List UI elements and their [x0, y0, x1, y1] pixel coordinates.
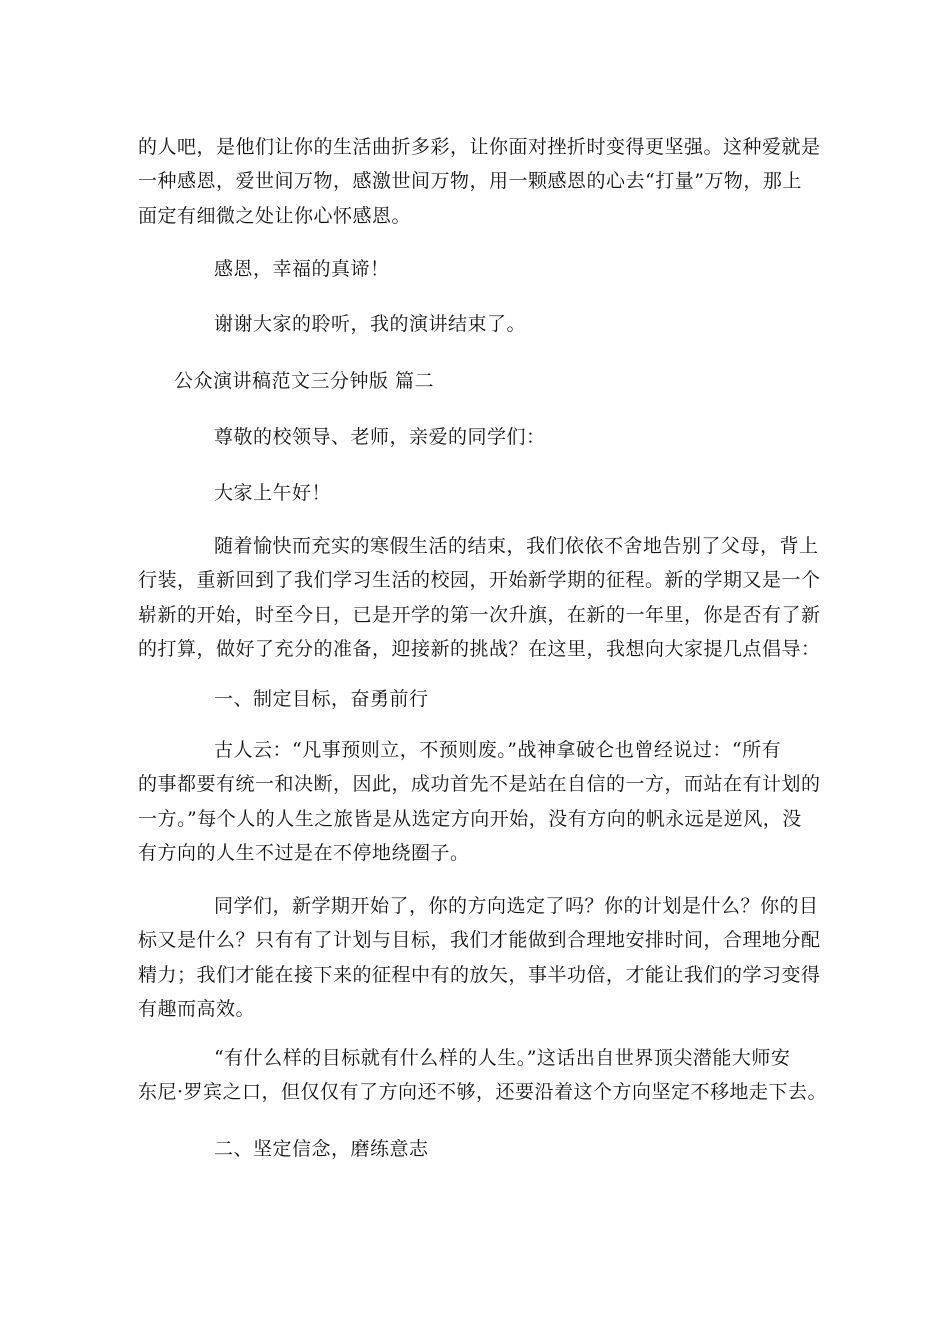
text-line: 东尼·罗宾之口，但仅仅有了方向还不够，还要沿着这个方向坚定不移地走下去。 — [138, 1081, 828, 1104]
text-line: 一方。”每个人的人生之旅皆是从选定方向开始，没有方向的帆永远是逆风，没 — [138, 807, 802, 830]
document-page — [138, 0, 828, 1344]
paragraph-salutation — [138, 420, 822, 454]
text-line: 精力；我们才能在接下来的征程中有的放矢，事半功倍，才能让我们的学习变得 — [138, 963, 821, 986]
text-line: 公众演讲稿范文三分钟版 篇二 — [174, 370, 435, 392]
text-line: 的打算，做好了充分的准备，迎接新的挑战？在这里，我想向大家提几点倡导： — [138, 638, 821, 661]
text-line: 崭新的开始，时至今日，已是开学的第一次升旗，在新的一年里，你是否有了新 — [138, 603, 821, 626]
text-line: 随着愉快而充实的寒假生活的结束，我们依依不舍地告别了父母，背上 — [214, 535, 819, 557]
paragraph-gratitude-truth — [138, 252, 822, 286]
text-line: 同学们，新学期开始了，你的方向选定了吗？你的计划是什么？你的目 — [214, 895, 819, 917]
text-line: 二、坚定信念，磨练意志 — [214, 1138, 429, 1160]
text-line: 标又是什么？只有有了计划与目标，我们才能做到合理地安排时间，合理地分配 — [138, 929, 821, 952]
text-line: 古人云：“凡事预则立，不预则废。”战神拿破仑也曾经说过：“所有 — [214, 739, 782, 761]
paragraph-new-semester — [138, 529, 822, 667]
subheading-firm-belief — [138, 1132, 822, 1166]
text-line: 谢谢大家的聆听，我的演讲结束了。 — [214, 313, 527, 335]
text-line: 一、制定目标，奋勇前行 — [214, 688, 429, 710]
paragraph-closing-love — [138, 130, 822, 233]
paragraph-ancient-saying — [138, 733, 822, 871]
section-title-part-two — [138, 364, 822, 398]
text-line: 大家上午好！ — [214, 482, 332, 504]
paragraph-robbins-quote — [138, 1041, 828, 1110]
text-line: 有方向的人生不过是在不停地绕圈子。 — [138, 842, 470, 865]
text-line: “有什么样的目标就有什么样的人生。”这话出自世界顶尖潜能大师安 — [214, 1047, 791, 1069]
subheading-set-goals — [138, 682, 822, 716]
text-line: 感恩，幸福的真谛！ — [214, 258, 390, 280]
text-line: 的人吧，是他们让你的生活曲折多彩，让你面对挫折时变得更坚强。这种爱就是 — [138, 136, 821, 158]
paragraph-thanks — [138, 307, 822, 341]
text-line: 尊敬的校领导、老师，亲爱的同学们： — [214, 426, 546, 448]
text-line: 行装，重新回到了我们学习生活的校园，开始新学期的征程。新的学期又是一个 — [138, 569, 821, 592]
text-line: 有趣而高效。 — [138, 998, 256, 1021]
text-line: 的事都要有统一和决断，因此，成功首先不是站在自信的一方，而站在有计划的 — [138, 773, 821, 796]
text-line: 一种感恩，爱世间万物，感激世间万物，用一颗感恩的心去“打量”万物，那上 — [138, 170, 802, 193]
paragraph-direction-question — [138, 889, 822, 1027]
paragraph-greeting — [138, 476, 822, 510]
text-line: 面定有细微之处让你心怀感恩。 — [138, 204, 412, 227]
